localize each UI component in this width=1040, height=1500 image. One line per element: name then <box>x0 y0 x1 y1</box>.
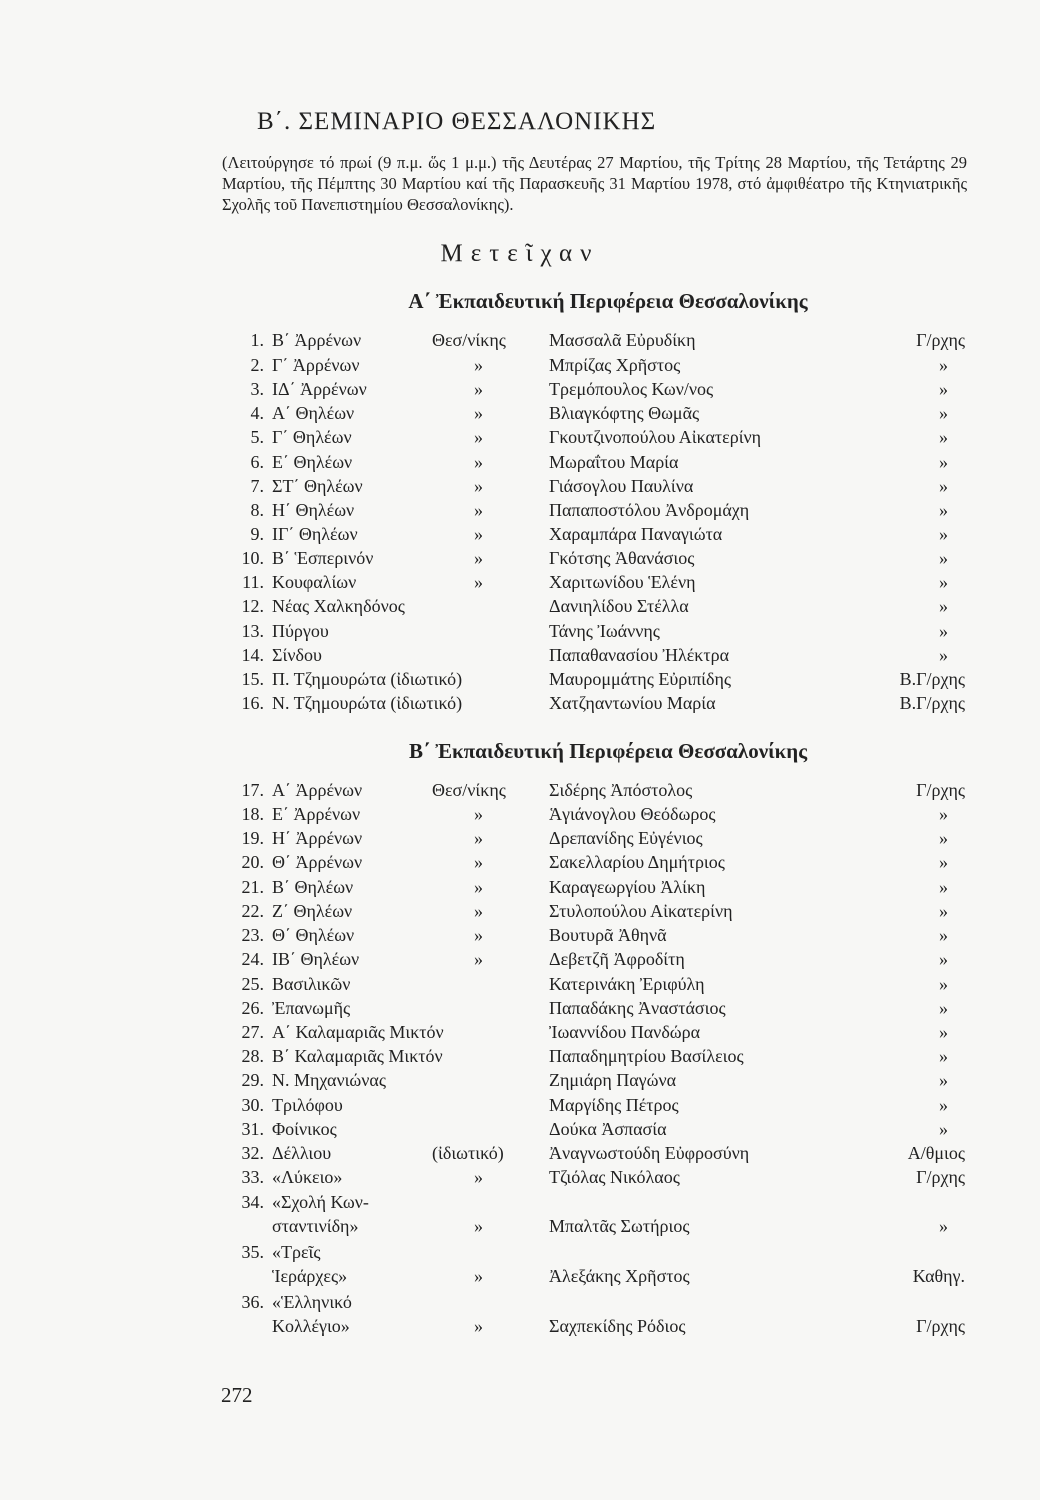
list-item <box>0 923 1040 947</box>
list-item <box>0 1093 1040 1117</box>
teacher-name: Ζημιάρη Παγώνα <box>549 1070 677 1090</box>
city: » <box>474 828 483 848</box>
city: » <box>474 877 483 897</box>
row-number: 22. <box>241 901 264 921</box>
list-item <box>0 1044 1040 1068</box>
list-item <box>0 778 1040 802</box>
list-item <box>0 996 1040 1020</box>
school-name: Θ΄ Ἀρρένων <box>272 852 363 872</box>
position-title: » <box>939 403 948 423</box>
city: » <box>474 379 483 399</box>
position-title: Β.Γ/ρχης <box>899 669 965 689</box>
teacher-name: Δεβετζῆ Ἀφροδίτη <box>549 949 685 969</box>
teacher-name: Χατζηαντωνίου Μαρία <box>549 693 716 713</box>
position-title: » <box>939 572 948 592</box>
city: » <box>474 901 483 921</box>
teacher-name: Ἰωαννίδου Πανδώρα <box>549 1022 701 1042</box>
teacher-name: Τρεμόπουλος Κων/νος <box>549 379 714 399</box>
row-number: 4. <box>250 403 264 423</box>
teacher-name: Παπαθανασίου Ἠλέκτρα <box>549 645 729 665</box>
school-name: Φοίνικος <box>272 1119 337 1139</box>
teacher-name: Σαχπεκίδης Ρόδιος <box>549 1316 686 1336</box>
list-item <box>0 850 1040 874</box>
row-number: 10. <box>241 548 264 568</box>
teacher-name: Μωραΐτου Μαρία <box>549 452 679 472</box>
school-name: Γ΄ Θηλέων <box>272 427 352 447</box>
school-name: Δέλλιου <box>272 1143 332 1163</box>
school-name: Τριλόφου <box>272 1095 343 1115</box>
position-title: » <box>939 828 948 848</box>
school-name: Β΄ Ἑσπερινόν <box>272 548 374 568</box>
teacher-name: Τάνης Ἰωάννης <box>549 621 660 641</box>
school-name: Ε΄ Ἀρρένων <box>272 804 361 824</box>
school-name: Βασιλικῶν <box>272 974 351 994</box>
teacher-name: Παπαδάκης Ἀναστάσιος <box>549 998 726 1018</box>
row-number: 26. <box>241 998 264 1018</box>
list-item <box>0 425 1040 449</box>
teacher-name: Γκουτζινοπούλου Αἰκατερίνη <box>549 427 762 447</box>
city: » <box>474 476 483 496</box>
school-name: «Λύκειο» <box>272 1167 343 1187</box>
list-item <box>0 1290 1040 1340</box>
school-name: Β΄ Θηλέων <box>272 877 354 897</box>
teacher-name: Βουτυρᾶ Ἀθηνᾶ <box>549 925 667 945</box>
city: » <box>474 403 483 423</box>
school-name: Κουφαλίων <box>272 572 357 592</box>
school-name: Η΄ Θηλέων <box>272 500 355 520</box>
position-title: » <box>939 452 948 472</box>
school-name: Σίνδου <box>272 645 322 665</box>
intro-paragraph: (Λειτούργησε τό πρωί (9 π.μ. ὥς 1 μ.μ.) τῆς Δευτέρας 27 Μαρτίου, τῆς Τρίτης 28 Μαρτίου, τῆς Τετάρτης 29 Μαρτίου, τῆς Πέμπτης 30 Μαρτίου καί τῆς Παρασκευῆς 31 Μαρτίου 1978, στό ἀμφιθέατρο τῆς Κτηνιατρικῆς Σχολῆς τοῦ Πανεπιστημίου Θεσσαλονίκης). <box>222 153 967 214</box>
list-item <box>0 594 1040 618</box>
city: Θεσ/νίκης <box>432 780 506 800</box>
school-name-continued: σταντινίδη» <box>272 1216 359 1236</box>
teacher-name: Στυλοπούλου Αἰκατερίνη <box>549 901 733 921</box>
participants-heading: Μετεῖχαν <box>440 240 600 267</box>
list-item <box>0 1240 1040 1290</box>
position-title: » <box>939 524 948 544</box>
school-name: Νέας Χαλκηδόνος <box>272 596 405 616</box>
teacher-name: Χαραμπάρα Παναγιώτα <box>549 524 723 544</box>
city: » <box>474 1316 483 1336</box>
teacher-name: Ἀλεξάκης Χρῆστος <box>549 1266 690 1286</box>
position-title: » <box>939 548 948 568</box>
list-item <box>0 1020 1040 1044</box>
position-title: » <box>939 925 948 945</box>
teacher-name: Μαυρομμάτης Εὐριπίδης <box>549 669 732 689</box>
position-title: » <box>939 901 948 921</box>
position-title: » <box>939 1070 948 1090</box>
teacher-name: Παπαδημητρίου Βασίλειος <box>549 1046 744 1066</box>
city: » <box>474 1216 483 1236</box>
teacher-name: Ἀναγνωστούδη Εὐφροσύνη <box>549 1143 750 1163</box>
city: Θεσ/νίκης <box>432 330 506 350</box>
school-name: Α΄ Καλαμαριᾶς Μικτόν <box>272 1022 444 1042</box>
position-title: » <box>939 1095 948 1115</box>
list-item <box>0 1117 1040 1141</box>
city: » <box>474 925 483 945</box>
city: » <box>474 804 483 824</box>
region-a-heading: Α΄ Ἐκπαιδευτική Περιφέρεια Θεσσαλονίκης <box>408 289 808 313</box>
list-item <box>0 401 1040 425</box>
position-title: » <box>939 621 948 641</box>
row-number: 6. <box>250 452 264 472</box>
position-title: » <box>939 379 948 399</box>
teacher-name: Ἁγιάνογλου Θεόδωρος <box>549 804 716 824</box>
position-title: » <box>939 998 948 1018</box>
city: » <box>474 572 483 592</box>
teacher-name: Τζιόλας Νικόλαος <box>549 1167 680 1187</box>
list-item <box>0 474 1040 498</box>
teacher-name: Βλιαγκόφτης Θωμᾶς <box>549 403 700 423</box>
row-number: 15. <box>241 669 264 689</box>
city: » <box>474 852 483 872</box>
city: » <box>474 548 483 568</box>
school-name: Ἐπανωμῆς <box>272 998 351 1018</box>
list-item <box>0 328 1040 352</box>
teacher-name: Χαριτωνίδου Ἑλένη <box>549 572 696 592</box>
position-title: Γ/ρχης <box>916 330 965 350</box>
row-number: 34. <box>241 1192 264 1212</box>
list-item <box>0 450 1040 474</box>
position-title: » <box>939 476 948 496</box>
row-number: 2. <box>250 355 264 375</box>
school-name: Ζ΄ Θηλέων <box>272 901 353 921</box>
list-item <box>0 377 1040 401</box>
list-item <box>0 1165 1040 1189</box>
city: » <box>474 355 483 375</box>
row-number: 30. <box>241 1095 264 1115</box>
teacher-name: Δούκα Ἀσπασία <box>549 1119 667 1139</box>
position-title: » <box>939 645 948 665</box>
school-name: Α΄ Θηλέων <box>272 403 355 423</box>
school-name-continued: Κολλέγιο» <box>272 1316 350 1336</box>
city: » <box>474 427 483 447</box>
list-item <box>0 875 1040 899</box>
position-title: » <box>939 1046 948 1066</box>
row-number: 1. <box>250 330 264 350</box>
city: » <box>474 949 483 969</box>
list-item <box>0 972 1040 996</box>
position-title: » <box>939 355 948 375</box>
school-name: «Σχολή Κων- <box>272 1192 369 1212</box>
position-title: Α/θμιος <box>907 1143 965 1163</box>
row-number: 28. <box>241 1046 264 1066</box>
school-name: «Ἑλληνικό <box>272 1292 352 1312</box>
row-number: 25. <box>241 974 264 994</box>
row-number: 36. <box>241 1292 264 1312</box>
list-item <box>0 643 1040 667</box>
list-item <box>0 1068 1040 1092</box>
row-number: 8. <box>250 500 264 520</box>
school-name: ΙΓ΄ Θηλέων <box>272 524 358 544</box>
row-number: 32. <box>241 1143 264 1163</box>
list-item <box>0 546 1040 570</box>
row-number: 5. <box>250 427 264 447</box>
city: » <box>474 1167 483 1187</box>
position-title: » <box>939 500 948 520</box>
list-item <box>0 667 1040 691</box>
row-number: 33. <box>241 1167 264 1187</box>
position-title: » <box>939 596 948 616</box>
city: (ἰδιωτικό) <box>432 1143 504 1163</box>
teacher-name: Μασσαλᾶ Εὐρυδίκη <box>549 330 696 350</box>
city: » <box>474 452 483 472</box>
teacher-name: Δρεπανίδης Εὐγένιος <box>549 828 703 848</box>
list-item <box>0 947 1040 971</box>
page-number: 272 <box>221 1383 253 1407</box>
list-item <box>0 802 1040 826</box>
teacher-name: Μπαλτᾶς Σωτήριος <box>549 1216 690 1236</box>
school-name: ΙΔ΄ Ἀρρένων <box>272 379 367 399</box>
position-title: Γ/ρχης <box>916 780 965 800</box>
position-title: » <box>939 949 948 969</box>
row-number: 11. <box>242 572 264 592</box>
list-item <box>0 353 1040 377</box>
position-title: » <box>939 427 948 447</box>
school-name: Πύργου <box>272 621 329 641</box>
school-name: Ν. Τζημουρώτα (ἰδιωτικό) <box>272 693 463 713</box>
row-number: 20. <box>241 852 264 872</box>
school-name: ΙΒ΄ Θηλέων <box>272 949 360 969</box>
row-number: 27. <box>241 1022 264 1042</box>
school-name: Γ΄ Ἀρρένων <box>272 355 360 375</box>
list-item <box>0 691 1040 715</box>
row-number: 3. <box>250 379 264 399</box>
teacher-name: Γιάσογλου Παυλίνα <box>549 476 694 496</box>
teacher-name: Δανιηλίδου Στέλλα <box>549 596 689 616</box>
school-name: ΣΤ΄ Θηλέων <box>272 476 363 496</box>
position-title: Γ/ρχης <box>916 1167 965 1187</box>
teacher-name: Καραγεωργίου Ἀλίκη <box>549 877 706 897</box>
school-name: «Τρεῖς <box>272 1242 321 1262</box>
row-number: 14. <box>241 645 264 665</box>
row-number: 21. <box>241 877 264 897</box>
position-title: » <box>939 974 948 994</box>
position-title: » <box>939 852 948 872</box>
position-title: » <box>939 804 948 824</box>
list-item <box>0 570 1040 594</box>
row-number: 24. <box>241 949 264 969</box>
teacher-name: Παπαποστόλου Ἀνδρομάχη <box>549 500 750 520</box>
row-number: 18. <box>241 804 264 824</box>
teacher-name: Μπρίζας Χρῆστος <box>549 355 681 375</box>
position-title: Γ/ρχης <box>916 1316 965 1336</box>
school-name: Β΄ Ἀρρένων <box>272 330 362 350</box>
position-title: » <box>939 1119 948 1139</box>
city: » <box>474 500 483 520</box>
row-number: 7. <box>250 476 264 496</box>
school-name-continued: Ἱεράρχες» <box>272 1266 348 1286</box>
row-number: 19. <box>241 828 264 848</box>
teacher-name: Κατερινάκη Ἐριφύλη <box>549 974 705 994</box>
position-title: Καθηγ. <box>912 1266 965 1286</box>
teacher-name: Γκότσης Ἀθανάσιος <box>549 548 695 568</box>
city: » <box>474 1266 483 1286</box>
row-number: 23. <box>241 925 264 945</box>
row-number: 9. <box>250 524 264 544</box>
position-title: » <box>939 877 948 897</box>
region-b-heading: Β΄ Ἐκπαιδευτική Περιφέρεια Θεσσαλονίκης <box>408 739 808 763</box>
position-title: » <box>939 1216 948 1236</box>
row-number: 12. <box>241 596 264 616</box>
list-item <box>0 1141 1040 1165</box>
school-name: Ε΄ Θηλέων <box>272 452 353 472</box>
teacher-name: Σιδέρης Ἀπόστολος <box>549 780 693 800</box>
teacher-name: Μαργίδης Πέτρος <box>549 1095 679 1115</box>
school-name: Η΄ Ἀρρένων <box>272 828 363 848</box>
position-title: Β.Γ/ρχης <box>899 693 965 713</box>
row-number: 13. <box>241 621 264 641</box>
list-item <box>0 619 1040 643</box>
list-item <box>0 522 1040 546</box>
position-title: » <box>939 1022 948 1042</box>
school-name: Α΄ Ἀρρένων <box>272 780 363 800</box>
row-number: 31. <box>241 1119 264 1139</box>
row-number: 29. <box>241 1070 264 1090</box>
school-name: Β΄ Καλαμαριᾶς Μικτόν <box>272 1046 443 1066</box>
list-item <box>0 826 1040 850</box>
row-number: 16. <box>241 693 264 713</box>
school-name: Π. Τζημουρώτα (ἰδιωτικό) <box>272 669 463 689</box>
row-number: 35. <box>241 1242 264 1262</box>
row-number: 17. <box>241 780 264 800</box>
city: » <box>474 524 483 544</box>
teacher-name: Σακελλαρίου Δημήτριος <box>549 852 725 872</box>
school-name: Ν. Μηχανιώνας <box>272 1070 386 1090</box>
school-name: Θ΄ Θηλέων <box>272 925 355 945</box>
list-item <box>0 498 1040 522</box>
list-item <box>0 899 1040 923</box>
page-title: Β΄. ΣΕΜΙΝΑΡΙΟ ΘΕΣΣΑΛΟΝΙΚΗΣ <box>257 108 657 135</box>
list-item <box>0 1190 1040 1240</box>
